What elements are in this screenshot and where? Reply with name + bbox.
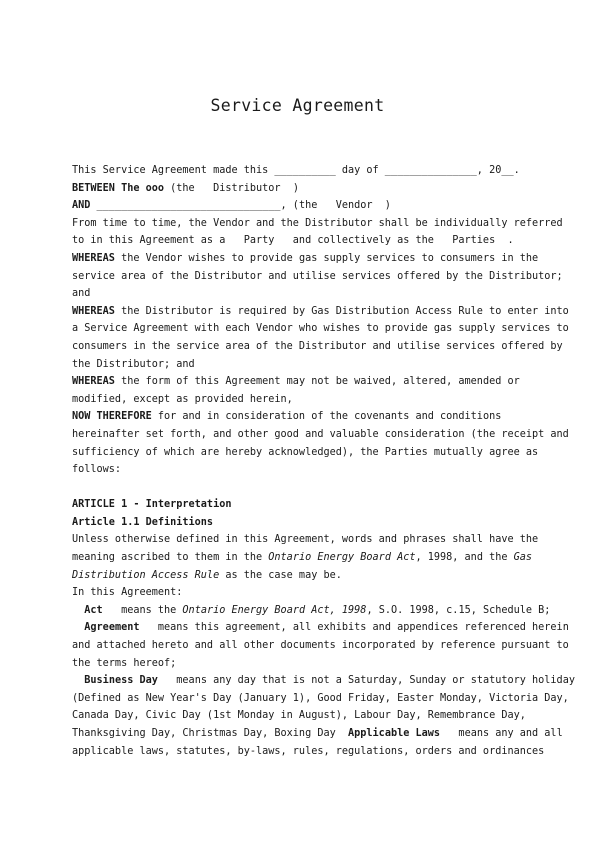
text-run: ______________________________, (the Vendor ) (90, 200, 391, 212)
text-line (72, 690, 569, 708)
text-run: the form of this Agreement may not be waived, altered, amended or (114, 376, 520, 388)
document-title: Service Agreement (210, 96, 385, 115)
text-run: Thanksgiving Day, Christmas Day, Boxing Day (72, 728, 349, 739)
text-line (72, 180, 530, 198)
text-run: the Vendor wishes to provide gas supply services to consumers in the (114, 252, 539, 264)
text-run: applicable laws, statutes, by-laws, rules, regulations, orders and ordinances (72, 745, 545, 757)
text-run: This Service Agreement made this __________ day of _______________, 20__. (72, 165, 520, 176)
bold-text: AND (72, 200, 91, 212)
text-line (72, 408, 530, 426)
text-run: (the Distributor ) (164, 182, 299, 194)
text-line (72, 514, 530, 532)
text-line (72, 285, 530, 303)
text-line (72, 461, 530, 479)
text-line (72, 444, 539, 462)
bold-text: WHEREAS (72, 305, 115, 317)
text-line (72, 303, 569, 321)
text-run (72, 675, 84, 686)
text-run: means any day that is not a Saturday, Sunday or statutory holiday (157, 675, 575, 687)
bold-text: Agreement (84, 622, 140, 634)
document-body (72, 162, 575, 760)
text-run: means the (102, 604, 183, 616)
blank-line (72, 479, 530, 497)
text-line (72, 567, 530, 585)
text-run: , 1998, and the (415, 552, 514, 564)
text-run: the Distributor is required by Gas Distribution Access Rule to enter into (114, 305, 569, 317)
bold-text: NOW THEREFORE (72, 411, 152, 423)
text-line (72, 637, 569, 655)
text-line (72, 250, 539, 268)
bold-text: Business Day (84, 675, 158, 687)
bold-text: WHEREAS (72, 252, 115, 264)
text-line (72, 356, 530, 374)
text-run: From time to time, the Vendor and the Distributor shall be individually referred (72, 217, 563, 229)
italic-text: Ontario Energy Board Act (268, 552, 416, 564)
italic-text: Distribution Access Rule (72, 569, 220, 581)
text-line (72, 373, 530, 391)
text-line (72, 215, 563, 233)
text-run: service area of the Distributor and utilise services offered by the Distributor; (72, 270, 563, 282)
bold-text: BETWEEN The ooo (72, 182, 165, 194)
text-run: means this agreement, all exhibits and appendices referenced herein (139, 622, 569, 634)
text-run: (Defined as New Year's Day (January 1), Good Friday, Easter Monday, Victoria Day, (72, 692, 569, 704)
text-line (72, 619, 569, 637)
text-run: for and in consideration of the covenants and conditions (151, 411, 502, 423)
text-run: follows: (72, 464, 122, 476)
text-line (72, 584, 530, 602)
text-run: and attached hereto and all other documents incorporated by reference pursuant to (72, 640, 569, 652)
text-run (72, 622, 84, 633)
text-line (72, 672, 575, 690)
text-line (72, 655, 530, 673)
bold-text: Applicable Laws (348, 728, 441, 739)
text-run: modified, except as provided herein, (72, 393, 293, 405)
text-line (72, 162, 530, 180)
text-line (72, 320, 569, 338)
text-run: the terms hereof; (72, 657, 177, 669)
text-line (72, 197, 530, 215)
text-line (72, 391, 530, 409)
text-line (72, 496, 530, 514)
text-run: In this Agreement: (72, 587, 183, 599)
text-run: the Distributor; and (72, 358, 195, 370)
text-line (72, 549, 533, 567)
text-run: hereinafter set forth, and other good and valuable consideration (the receipt and (72, 428, 569, 440)
text-run: Canada Day, Civic Day (1st Monday in August), Labour Day, Remembrance Day, (72, 710, 526, 722)
text-run: as the case may be. (219, 569, 342, 581)
text-line (72, 725, 563, 743)
text-run (72, 605, 84, 616)
bold-text: Act (84, 604, 103, 616)
text-run: meaning ascribed to them in the (72, 552, 269, 564)
text-line (72, 531, 539, 549)
text-line (72, 743, 545, 761)
text-run: means any and all (440, 728, 563, 739)
text-line (72, 707, 530, 725)
text-line (72, 268, 563, 286)
text-run: sufficiency of which are hereby acknowledged), the Parties mutually agree as (72, 446, 539, 458)
text-line (72, 602, 551, 620)
text-line (72, 232, 530, 250)
text-run: to in this Agreement as a Party and collectively as the Parties . (72, 235, 514, 247)
bold-text: Article 1.1 Definitions (72, 516, 214, 528)
text-run: a Service Agreement with each Vendor who wishes to provide gas supply services to (72, 323, 569, 335)
text-run: and (72, 288, 91, 300)
text-line (72, 338, 563, 356)
italic-text: Gas (513, 552, 533, 564)
bold-text: WHEREAS (72, 376, 115, 388)
text-run: , S.O. 1998, c.15, Schedule B; (366, 604, 551, 616)
text-line (72, 426, 569, 444)
text-run: Unless otherwise defined in this Agreement, words and phrases shall have the (72, 534, 539, 546)
italic-text: Ontario Energy Board Act, 1998 (182, 604, 367, 616)
bold-text: ARTICLE 1 - Interpretation (72, 499, 232, 511)
text-run: consumers in the service area of the Distributor and utilise services offered by (72, 340, 563, 352)
